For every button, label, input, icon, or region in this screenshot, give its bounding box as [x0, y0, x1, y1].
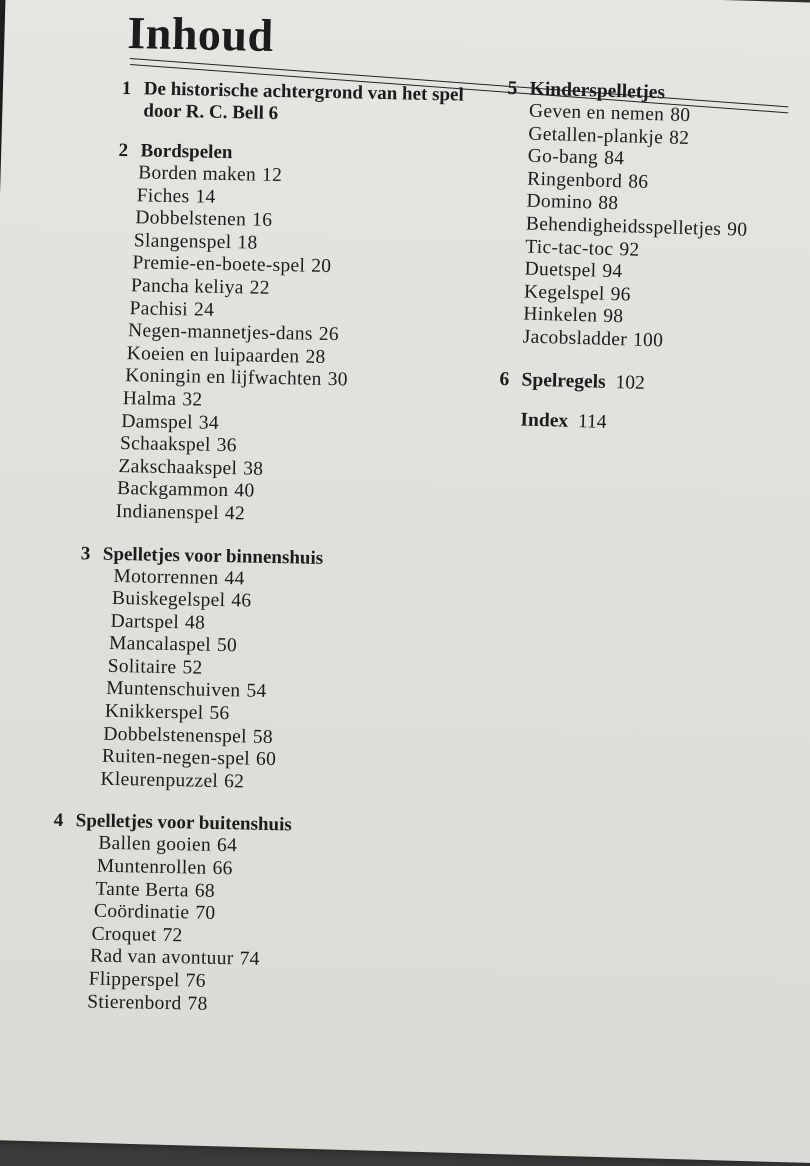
entry-label: Flipperspel: [88, 968, 180, 992]
entry-page: 62: [223, 770, 245, 793]
entry-label: Damspel: [121, 410, 194, 433]
section-page: 6: [268, 102, 279, 125]
entry-page: 58: [252, 726, 274, 748]
entry-page: 44: [224, 567, 245, 589]
entry-page: 32: [182, 389, 203, 411]
entry-label: Fiches: [136, 184, 190, 207]
entry-label: Tante Berta: [95, 878, 190, 902]
entry-page: 86: [627, 171, 649, 193]
section-title: De historische achtergrond van het spel: [143, 78, 464, 106]
entry-label: Dartspel: [110, 610, 180, 633]
entry-label: Behendigheidsspelletjes: [525, 213, 722, 240]
entry-label: Negen-mannetjes-dans: [127, 320, 314, 345]
entry-page: 22: [249, 277, 271, 299]
entry-label: Koeien en luipaarden: [126, 342, 300, 368]
entry-page: 64: [216, 835, 238, 857]
entry-page: 26: [318, 323, 340, 346]
entry-page: 40: [234, 480, 255, 502]
toc-section-4: [53, 810, 450, 1020]
entry-label: Kleurenpuzzel: [100, 768, 219, 792]
entry-page: 38: [243, 458, 264, 480]
entry-label: Jacobsladder: [522, 326, 628, 351]
section-page: 102: [615, 371, 646, 394]
entry-label: Zakschaakspel: [118, 455, 238, 480]
entry-label: Muntenrollen: [96, 855, 207, 879]
entry-label: Premie-en-boete-spel: [132, 252, 306, 277]
toc-section-5: [500, 78, 751, 355]
section-number: 6: [499, 368, 510, 390]
entry-page: 66: [212, 857, 233, 880]
entry-page: 96: [610, 283, 632, 306]
toc-section-3: [80, 542, 455, 797]
entry-page: 98: [602, 306, 624, 328]
entry-label: Knikkerspel: [104, 700, 204, 724]
entry-label: Getallen-plankje: [528, 123, 664, 148]
toc-left-column: [53, 78, 464, 1021]
entry-label: Buiskegelspel: [111, 587, 226, 612]
toc-right-column: [498, 78, 751, 437]
page-title: Inhoud: [126, 6, 275, 62]
entry-page: 100: [632, 329, 664, 352]
entry-label: Rad van avontuur: [89, 945, 234, 970]
entry-label: Mancalaspel: [108, 633, 212, 657]
section-title: Spelletjes voor buitenshuis: [75, 810, 292, 836]
entry-page: 16: [251, 209, 273, 232]
entry-page: 36: [216, 435, 238, 457]
entry-label: Go-bang: [527, 145, 599, 169]
entry-label: Backgammon: [116, 478, 229, 502]
entry-page: 90: [726, 219, 748, 241]
entry-label: Ringenbord: [526, 168, 623, 193]
entry-label: Koningin en lijfwachten: [125, 365, 322, 391]
entry-page: 24: [193, 298, 215, 321]
entry-label: Indianenspel: [115, 500, 220, 524]
entry-page: 92: [619, 238, 640, 261]
section-entries: [500, 100, 750, 355]
entry-label: Coördinatie: [93, 900, 190, 924]
section-entries: [100, 565, 454, 797]
section-number: 1: [121, 78, 132, 100]
section-title: Kinderspelletjes: [529, 78, 666, 104]
entry-page: 94: [602, 260, 623, 283]
entry-page: 20: [310, 256, 332, 278]
entry-page: 14: [195, 186, 216, 208]
entry-page: 88: [597, 192, 619, 215]
entry-page: 68: [194, 880, 216, 902]
entry-label: Pancha keliya: [130, 275, 244, 299]
toc-section-2: [113, 140, 462, 530]
section-number: 5: [507, 78, 518, 100]
entry-label: Croquet: [91, 923, 157, 946]
section-title: Spelletjes voor binnenshuis: [102, 543, 324, 569]
entry-label: Muntenschuiven: [106, 678, 241, 702]
entry-page: 12: [261, 164, 283, 187]
entry-label: Domino: [526, 190, 593, 214]
entry-label: Dobbelstenenspel: [103, 723, 248, 748]
entry-label: Ballen gooien: [98, 833, 212, 857]
entry-page: 72: [162, 924, 183, 947]
entry-page: 50: [216, 635, 238, 657]
section-entries: [113, 162, 462, 530]
entry-label: Borden maken: [137, 162, 257, 186]
entry-page: 30: [327, 369, 348, 391]
entry-page: 54: [246, 680, 267, 703]
entry-page: 42: [224, 502, 246, 525]
entry-page: 70: [195, 902, 216, 925]
section-entries: [87, 833, 449, 1020]
entry-label: Tic-tac-toc: [525, 236, 614, 260]
entry-label: Hinkelen: [523, 303, 598, 327]
entry-page: 56: [209, 702, 230, 725]
toc-section-1: [121, 78, 464, 129]
entry-label: Schaakspel: [119, 433, 211, 456]
entry-label: Solitaire: [107, 655, 177, 679]
entry-page: 80: [669, 104, 691, 127]
entry-page: 74: [239, 948, 260, 971]
entry-label: Halma: [122, 388, 177, 411]
entry-page: 82: [668, 127, 690, 149]
entry-page: 48: [184, 611, 206, 634]
entry-label: Ruiten-negen-spel: [101, 745, 251, 770]
section-number: 3: [80, 542, 91, 564]
entry-label: Geven en nemen: [528, 100, 665, 126]
section-number: 4: [53, 810, 64, 832]
entry-label: Kegelspel: [523, 281, 605, 305]
entry-label: Dobbelstenen: [135, 207, 247, 231]
entry-page: 34: [198, 412, 220, 434]
section-title: Spelregels: [521, 369, 606, 393]
entry-page: 46: [231, 590, 252, 612]
entry-page: 78: [187, 993, 208, 1015]
entry-page: 84: [603, 147, 625, 170]
entry-label: Slangenspel: [133, 230, 232, 253]
entry-label: Motorrennen: [113, 565, 219, 589]
entry-label: Pachisi: [129, 297, 189, 320]
index-title: Index: [520, 409, 569, 432]
entry-page: 18: [237, 232, 258, 254]
index-page: 114: [577, 410, 607, 433]
entry-page: 28: [305, 346, 326, 368]
entry-label: Stierenbord: [87, 991, 182, 1014]
entry-page: 76: [185, 970, 207, 992]
section-subtitle: door R. C. Bell: [143, 100, 265, 124]
entry-page: 60: [255, 748, 277, 771]
section-title: Bordspelen: [140, 140, 233, 164]
entry-label: Duetspel: [524, 258, 597, 282]
section-number: 2: [118, 139, 129, 162]
entry-page: 52: [182, 657, 203, 679]
